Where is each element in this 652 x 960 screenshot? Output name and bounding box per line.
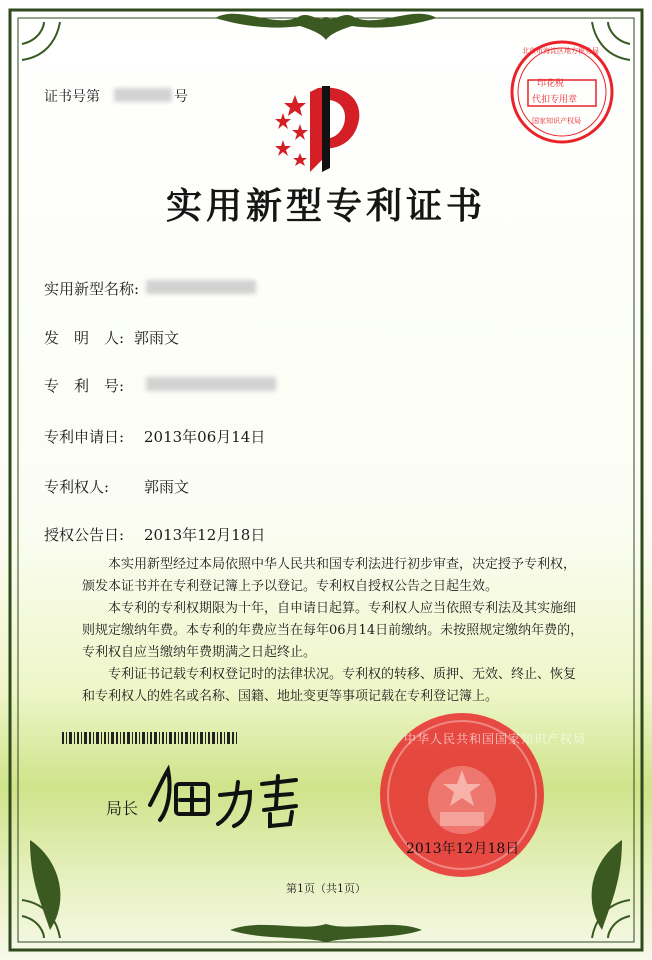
model-name-label: 实用新型名称: [44,280,140,298]
body-paragraph: 本实用新型经过本局依照中华人民共和国专利法进行初步审查，决定授予专利权，颁发本证书并在专利登记簿上予以登记。专利权自授权公告之日起生效。 [82,557,577,594]
inventor-value: 郭雨文 [134,329,180,347]
seal-date: 2013年12月18日 [406,841,520,857]
tax-seal-center-line2: 代扣专用章 [532,95,578,105]
tax-seal-bottom-text: 国家知识产权局 [532,117,581,125]
body-paragraph: 本专利的专利权期限为十年，自申请日起算。专利权人应当依照专利法及其实施细则规定缴纳年费。本专利的年费应当在每年06月14日前缴纳。未按照规定缴纳年费的，专利权自应当缴纳年费期满之日起终止。 [82,601,584,660]
certificate-number-suffix: 号 [174,89,188,105]
inventor-label: 发 明 人: [44,329,125,347]
patent-number-redacted [146,377,276,391]
tax-seal-center-line1: 印花税 [537,79,565,89]
patentee-label: 专利权人: [44,478,110,496]
model-name-redacted [146,280,256,294]
application-date-value: 2013年06月14日 [144,428,266,446]
application-date-label: 专利申请日: [44,428,125,446]
patentee-value: 郭雨文 [144,478,190,496]
page-title: 实用新型专利证书 [165,185,486,227]
top-ornament-icon [215,14,437,40]
sipo-logo-icon [275,86,359,172]
certificate-number-redacted [114,88,172,102]
grant-date-value: 2013年12月18日 [144,526,266,544]
barcode [62,732,237,744]
grant-date-label: 授权公告日: [44,526,125,544]
certificate-number-prefix: 证书号第 [44,89,100,105]
body-paragraph: 专利证书记载专利权登记时的法律状况。专利权的转移、质押、无效、终止、恢复和专利权人的姓名或名称、国籍、地址变更等事项记载在专利登记簿上。 [82,667,577,704]
signature-text [300,760,303,761]
national-seal-arc-text: 中华人民共和国国家知识产权局 [404,732,587,746]
director-label: 局长 [106,799,139,818]
patent-number-label: 专 利 号: [44,377,125,395]
tax-seal-arc-text: 北京市海淀区地方税务局 [522,47,599,55]
page-footer: 第1页（共1页） [286,882,366,895]
director-signature [150,770,296,826]
certificate-body [82,554,587,708]
